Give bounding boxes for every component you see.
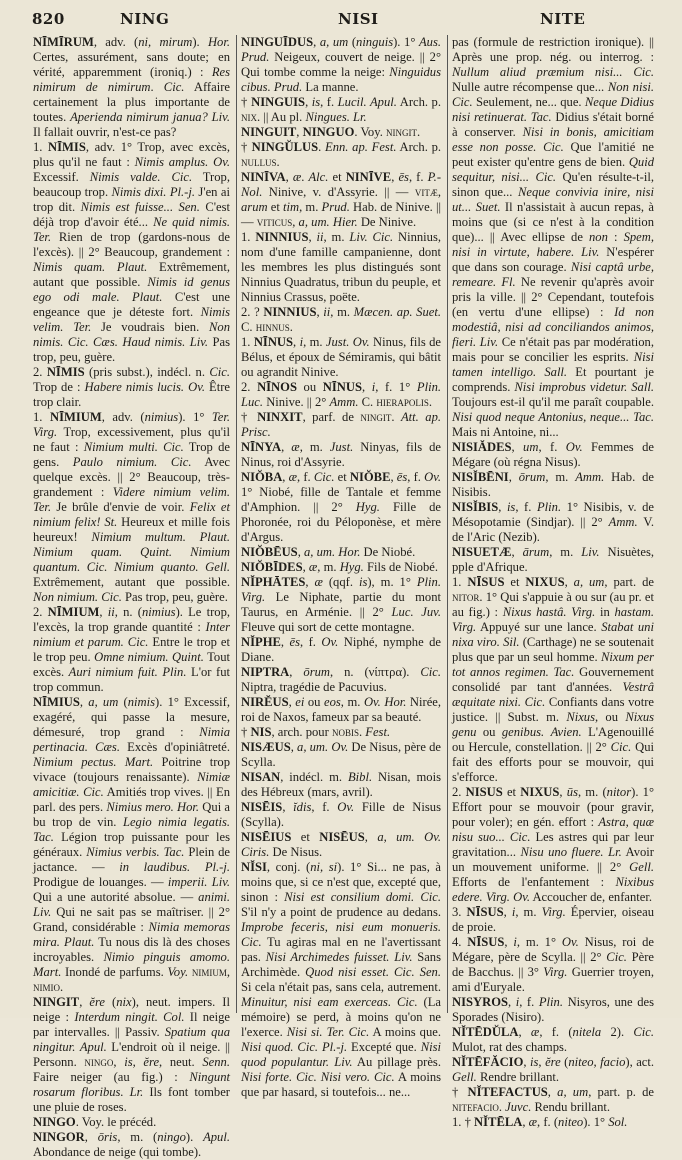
dictionary-entry: NIRĔUS, ei ou eos, m. Ov. Hor. Nirée, roi de Naxos, fameux par sa beauté. bbox=[241, 695, 442, 724]
dictionary-entry: † NINGŬLUS. Enn. ap. Fest. Arch. p. nullus. bbox=[241, 140, 442, 169]
dictionary-entry: 1. NĪMIUM, adv. (nimius). 1° Ter. Virg. Trop, excessivement, plus qu'il ne faut : Nimium multi. Cic. Trop de gens. Paulo nimium. Cic. Avec quelque excès. || 2° Beaucoup, très-grandement : Videre nimium velim. Ter. Je brûle d'envie de voir. Felix et nimium felix! St. Heureux et mille fois heureux! Nimium multum. Plaut. Nimium quam. Quint. Nimium quantum. Cic. Nimium quanto. Gell. Extrêmement, autant que possible. Non nimium. Cic. Pas trop, peu, guère. bbox=[33, 410, 231, 604]
dictionary-entry: 2. NĪMIS (pris subst.), indécl. n. Cic. Trop de : Habere nimis lucis. Ov. Être trop clair. bbox=[33, 365, 231, 409]
dictionary-entry: NINGO. Voy. le précéd. bbox=[33, 1115, 157, 1129]
dictionary-entry: NĪMIUS, a, um (nimis). 1° Excessif, exagéré, qui passe la mesure, démesuré, trop grand : Nimia pertinacia. Cæs. Excès d'opiniâtreté. Nimium pectus. Mart. Poitrine trop vivace (toujours renaissante). Nimiæ amicitiæ. Cic. Amitiés trop vives. || En parl. des pers. Nimius mero. Hor. Qui a bu trop de vin. Legio nimia legatis. Tac. Légion trop puissante pour les généraux. Nimius verbis. Tac. Plein de jactance. — in laudibus. Pl.-j. Prodigue de louanges. — imperii. Liv. Qui a une autorité absolue. — animi. Liv. Qui ne sait pas se maîtriser. || 2° Grand, considérable : Nimia memoras mira. Plaut. Tu nous dis là des choses incroyables. Nimio pinguis amomo. Mart. Inondé de parfums. Voy. nimium, nimio. bbox=[33, 695, 231, 994]
dictionary-entry: NISÆUS, a, um. Ov. De Nisus, père de Scylla. bbox=[241, 740, 441, 769]
dictionary-entry: 1. † NĬTĒLA, æ, f. (niteo). 1° Sol. bbox=[452, 1115, 628, 1129]
dictionary-entry: NINĪVA, æ. Alc. et NINĪVE, ēs, f. P.-Nol. Ninive, v. d'Assyrie. || — vitæ, arum et tim, m. Prud. Hab. de Ninive. || — viticus, a, um. Hier. De Ninive. bbox=[241, 170, 442, 229]
dictionary-entry: 2. ? NINNIUS, ii, m. Mæcen. ap. Suet. C. hinnus. bbox=[241, 305, 441, 334]
dictionary-entry: 3. NĪSUS, i, m. Virg. Épervier, oiseau de proie. bbox=[452, 905, 655, 934]
dictionary-entry: NISĒIS, ĭdis, f. Ov. Fille de Nisus (Scylla). bbox=[241, 800, 441, 829]
column-left bbox=[33, 35, 231, 1159]
dictionary-entry: NISĬBIS, is, f. Plin. 1° Nisibis, v. de Mésopotamie (Sindjar). || 2° Amm. V. de l'Aric (Nezib). bbox=[452, 500, 655, 544]
dictionary-entry: NISUETÆ, ārum, m. Liv. Nisuètes, pple d'Afrique. bbox=[452, 545, 655, 574]
dictionary-entry: NINGUIT, NINGUO. Voy. ningit. bbox=[241, 125, 421, 139]
dictionary-entry: NĬPHE, ēs, f. Ov. Niphé, nymphe de Diane. bbox=[241, 635, 441, 664]
dictionary-entry: NĬPHĀTES, æ (qqf. is), m. 1° Plin. Virg. Le Niphate, partie du mont Taurus, en Arménie. || 2° Luc. Juv. Fleuve qui sort de cette montagne. bbox=[241, 575, 441, 634]
dictionary-entry: † NINGUIS, is, f. Lucil. Apul. Arch. p. nix. || Au pl. Ningues. Lr. bbox=[241, 95, 441, 124]
dictionary-entry: † NINXIT, parf. de ningit. Att. ap. Prisc. bbox=[241, 410, 442, 439]
dictionary-entry: NĬTĒFĂCIO, is, ĕre (niteo, facio), act. Gell. Rendre brillant. bbox=[452, 1055, 655, 1084]
dictionary-entry: NIŎBA, æ, f. Cic. et NIŎBE, ēs, f. Ov. 1° Niobé, fille de Tantale et femme d'Amphion. || 2° Hyg. Fille de Phoronée, roi du Péloponèse, et mère d'Argus. bbox=[241, 470, 441, 544]
dictionary-entry: 1. NINNIUS, ii, m. Liv. Cic. Ninnius, nom d'une famille campanienne, dont les membres les plus distingués sont Ninnius Quadratus, tribun du peuple, et Ninnius Crassus, poëte. bbox=[241, 230, 442, 304]
column-right bbox=[452, 35, 655, 1129]
dictionary-entry: NIPTRA, ōrum, n. (νίπτρα). Cic. Niptra, tragédie de Pacuvius. bbox=[241, 665, 441, 694]
dictionary-entry: NĬTĒDŬLA, æ, f. (nitela 2). Cic. Mulot, rat des champs. bbox=[452, 1025, 655, 1054]
dictionary-entry: 2. NISUS et NIXUS, ūs, m. (nitor). 1° Effort pour se mouvoir (pour gravir, pour voler); en gén. effort : Astra, quæ nisu suo... Cic. Les astres qui par leur gravitation... Nisu uno fluere. Lr. Avoir un mouvement uniforme. || 2° Gell. Efforts de l'enfantement : Nixibus edere. Virg. Ov. Accoucher de, enfanter. bbox=[452, 785, 655, 904]
dictionary-entry: 1. NĪNUS, i, m. Just. Ov. Ninus, fils de Bélus, et époux de Sémiramis, qui bâtit ou agrandit Ninive. bbox=[241, 335, 441, 379]
dictionary-entry: NĬSI, conj. (ni, si). 1° Si... ne pas, à moins que, si ce n'est que, excepté que, sinon : Nisi est consilium domi. Cic. S'il n'y a point de prudence au dedans. Improbe feceris, nisi eum monueris. Cic. Tu agiras mal en ne l'avertissant pas. Nisi Archimedes fuisset. Liv. Sans Archimède. Quod nisi esset. Cic. Sen. Si cela n'était pas, sans cela, autrement. Minuitur, nisi eam exerceas. Cic. (La mémoire) se perd, à moins qu'on ne l'exerce. Nisi si. Ter. Cic. A moins que. Nisi quod. Cic. Pl.-j. Excepté que. Nisi quod populantur. Liv. Au pillage près. Nisi forte. Cic. Nisi vero. Cic. A moins que par hasard, si toutefois... ne... bbox=[241, 860, 442, 1099]
header-center-word: NISI bbox=[338, 10, 379, 28]
dictionary-entry: NINGIT, ĕre (nix), neut. impers. Il neige : Interdum ningit. Col. Il neige par intervalles. || Passiv. Spatium qua ningitur. Apul. L'endroit où il neige. || Personn. ningo, is, ĕre, neut. Senn. Faire neiger (au fig.) : Ningunt rosarum floribus. Lr. Ils font tomber une pluie de roses. bbox=[33, 995, 231, 1114]
dictionary-entry: NISAN, indécl. m. Bibl. Nisan, mois des Hébreux (mars, avril). bbox=[241, 770, 441, 799]
running-header bbox=[0, 10, 682, 34]
dictionary-entry: NISIĂDES, um, f. Ov. Femmes de Mégare (où régna Nisus). bbox=[452, 440, 654, 469]
dictionary-entry: NIŎBĒUS, a, um. Hor. De Niobé. bbox=[241, 545, 416, 559]
dictionary-entry: † NIS, arch. pour nobis. Fest. bbox=[241, 725, 391, 739]
dictionary-entry: 1. NĪMIS, adv. 1° Trop, avec excès, plus qu'il ne faut : Nimis amplus. Ov. Excessif. Nimis valde. Cic. Trop, beaucoup trop. Nimis dixi. Pl.-j. J'en ai trop dit. Nimis est fuisse... Sen. C'est déjà trop d'avoir été... Ne quid nimis. Ter. Rien de trop (gardons-nous de l'excès). || 2° Beaucoup, grandement : Nimis quam. Plaut. Extrêmement, autant que possible. Nimis id genus ego odi male. Plaut. C'est une engeance que je déteste fort. Nimis velim. Ter. Je voudrais bien. Non nimis. Cic. Cæs. Haud nimis. Liv. Pas trop, peu, guère. bbox=[33, 140, 231, 364]
page-number: 820 bbox=[32, 10, 65, 28]
header-left-word: NING bbox=[120, 10, 170, 28]
dictionary-entry: NISYROS, i, f. Plin. Nisyros, une des Sporades (Nisiro). bbox=[452, 995, 655, 1024]
dictionary-entry: NĪMĪRUM, adv. (ni, mirum). Hor. Certes, assurément, sans doute; en vérité, apparemment (ironiq.) : Res nimirum de nimirum. Cic. Affaire certainement la plus importante de toutes. Aperienda nimirum janua? Liv. Il fallait ouvrir, n'est-ce pas? bbox=[33, 35, 230, 139]
column-divider bbox=[236, 35, 237, 1013]
dictionary-entry: NĪNYA, æ, m. Just. Ninyas, fils de Ninus, roi d'Assyrie. bbox=[241, 440, 442, 469]
dictionary-entry: 1. NĪSUS et NIXUS, a, um, part. de nitor. 1° Qui s'appuie à ou sur (au pr. et au fig.) : Nixus hastâ. Virg. in hastam. Virg. Appuyé sur une lance. Stabat uni nixa viro. Sil. (Carthage) ne se soutenait plus que par un seul homme. Nixum per tot annos regimen. Tac. Gouvernement consolidé par tant d'années. Vestrâ æquitate nixi. Cic. Confiants dans votre justice. || Subst. m. Nixus, ou Nixus genu ou genibus. Avien. L'Agenouillé ou Hercule, constellation. || 2° Cic. Qui fait des efforts pour se mouvoir, qui s'efforce. bbox=[452, 575, 655, 784]
dictionary-entry: 2. NĪMIUM, ii, n. (nimius). Le trop, l'excès, la trop grande quantité : Inter nimium et parum. Cic. Entre le trop et le trop peu. Omne nimium. Quint. Tout excès. Auri nimium fuit. Plin. L'or fut trop commun. bbox=[33, 605, 231, 694]
column-middle bbox=[241, 35, 442, 1099]
dictionary-entry: NISĬBĒNI, ōrum, m. Amm. Hab. de Nisibis. bbox=[452, 470, 654, 499]
dictionary-entry: NIŎBĪDES, æ, m. Hyg. Fils de Niobé. bbox=[241, 560, 438, 574]
dictionary-entry: † NĬTEFACTUS, a, um, part. p. de nitefacio. Juvc. Rendu brillant. bbox=[452, 1085, 655, 1114]
dictionary-entry: NINGOR, ōris, m. (ningo). Apul. Abondance de neige (qui tombe). bbox=[33, 1130, 230, 1159]
column-divider bbox=[447, 35, 448, 1013]
dictionary-entry: NINGUĪDUS, a, um (ninguis). 1° Aus. Prud. Neigeux, couvert de neige. || 2° Qui tombe comme la neige: Ninguidus cibus. Prud. La manne. bbox=[241, 35, 441, 94]
dictionary-entry: 2. NĪNOS ou NĪNUS, i, f. 1° Plin. Luc. Ninive. || 2° Amm. C. hierapolis. bbox=[241, 380, 442, 409]
dictionary-entry: 4. NĪSUS, i, m. 1° Ov. Nisus, roi de Mégare, père de Scylla. || 2° Cic. Père de Bacchus. || 3° Virg. Guerrier troyen, ami d'Euryale. bbox=[452, 935, 655, 994]
dictionary-entry: NISĒIUS et NISĒUS, a, um. Ov. Ciris. De Nisus. bbox=[241, 830, 441, 859]
dictionary-entry: pas (formule de restriction ironique). || Après une prop. nég. ou interrog. : Nullum aliud præmium nisi... Cic. Nulle autre récompense que... Non nisi. Cic. Seulement, ne... que. Neque Didius nisi retinuerat. Tac. Didius s'était borné à conserver. Nisi in bonis, amicitiam esse non posse. Cic. Que l'amitié ne peut exister qu'entre gens de bien. Quid sequitur, nisi... Cic. Qu'en résulte-t-il, sinon que... Neque convivia inire, nisi ut... Suet. Il n'assistait à aucun repas, à moins que (si ce n'est à la condition que)... || Avec ellipse de non : Spem, nisi in virtute, habere. Liv. N'espérer que dans son courage. Nisi captâ urbe, remeare. Fl. Ne revenir qu'après avoir pris la ville. || 2° Cependant, toutefois (en vertu d'une ellipse) : Id non modestiâ, nisi ad conciliandos animos, fieri. Liv. Ce n'était pas par modération, mais pour se concilier les esprits. Nisi tamen intelligo. Sall. Et pourtant je comprends. Nisi improbus videtur. Sall. Toujours est-il qu'il me paraît coupable. Nisi quod neque Antonius, neque... Tac. Mais ni Antoine, ni... bbox=[452, 35, 655, 439]
header-right-word: NITE bbox=[540, 10, 586, 28]
